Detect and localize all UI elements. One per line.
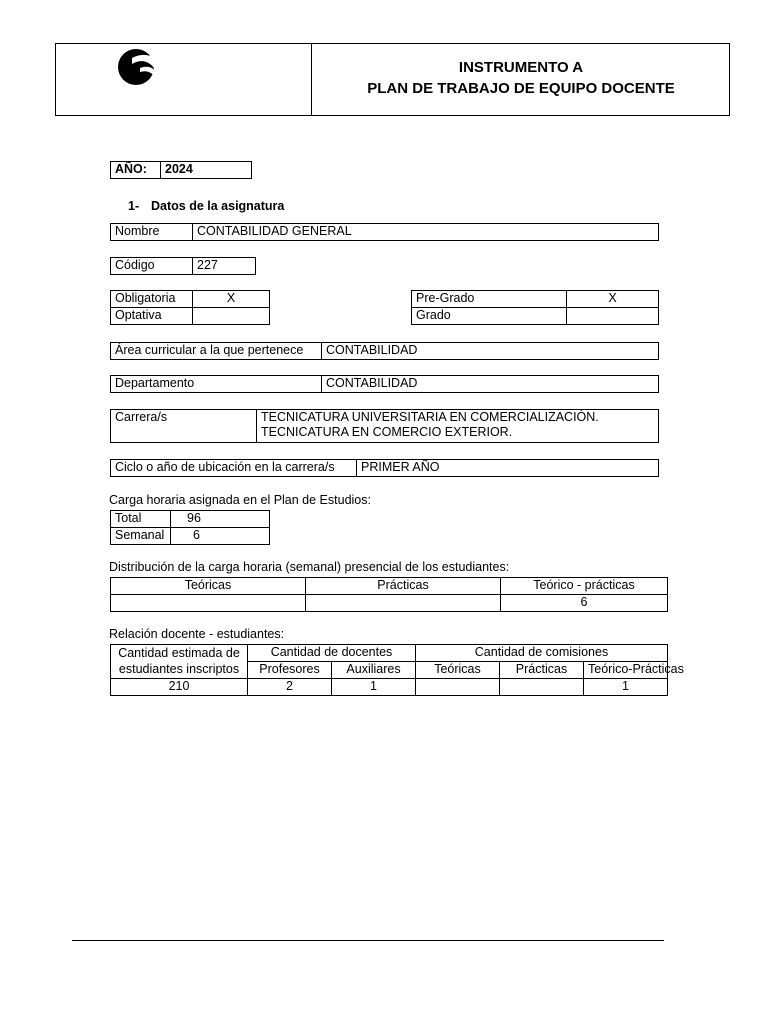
distribucion-caption: Distribución de la carga horaria (semanal) presencial de los estudiantes: (109, 560, 510, 574)
rel-value-profesores: 2 (248, 679, 332, 696)
total-value: 96 (171, 511, 270, 528)
area-table (110, 342, 659, 360)
relacion-caption: Relación docente - estudiantes: (109, 627, 285, 641)
carrera-table (110, 409, 659, 443)
rel-header-estudiantes-line1: Cantidad estimada de (118, 646, 240, 660)
carrera-line2: TECNICATURA EN COMERCIO EXTERIOR. (261, 425, 513, 439)
anio-table (110, 161, 252, 179)
codigo-table (110, 257, 256, 275)
dist-value-practicas (306, 595, 501, 612)
dist-value-teorico-practicas: 6 (501, 595, 668, 612)
rel-header-docentes: Cantidad de docentes (248, 645, 416, 662)
rel-value-teoricas (416, 679, 500, 696)
dist-value-teoricas (111, 595, 306, 612)
section1-number: 1- (128, 199, 140, 213)
area-value: CONTABILIDAD (322, 343, 659, 360)
pregrado-value: X (567, 291, 659, 308)
carga-table (110, 510, 270, 545)
anio-value: 2024 (161, 162, 252, 179)
rel-value-practicas (500, 679, 584, 696)
relacion-table (110, 644, 684, 696)
document-title-line2: PLAN DE TRABAJO DE EQUIPO DOCENTE (367, 80, 675, 97)
rel-sub-profesores: Profesores (248, 662, 332, 679)
semanal-value: 6 (171, 528, 270, 545)
section1-title: Datos de la asignatura (151, 199, 285, 213)
codigo-value: 227 (193, 258, 256, 275)
footer-rule (72, 940, 664, 941)
nombre-table (110, 223, 659, 241)
departamento-table (110, 375, 659, 393)
grado-label: Grado (412, 308, 567, 325)
dist-header-teorico-practicas: Teórico - prácticas (501, 578, 668, 595)
total-label: Total (111, 511, 171, 528)
rel-sub-teorico-practicas: Teórico-Prácticas (584, 662, 668, 679)
nivel-table (411, 290, 659, 325)
anio-label: AÑO: (111, 162, 161, 179)
codigo-label: Código (111, 258, 193, 275)
university-logo (112, 46, 164, 88)
rel-value-auxiliares: 1 (332, 679, 416, 696)
rel-value-estudiantes: 210 (111, 679, 248, 696)
area-label: Área curricular a la que pertenece (111, 343, 322, 360)
rel-sub-practicas: Prácticas (500, 662, 584, 679)
rel-sub-auxiliares: Auxiliares (332, 662, 416, 679)
pregrado-label: Pre-Grado (412, 291, 567, 308)
semanal-label: Semanal (111, 528, 171, 545)
carrera-label: Carrera/s (111, 410, 257, 443)
rel-header-estudiantes (111, 645, 248, 679)
tipo-table (110, 290, 270, 325)
rel-header-estudiantes-line2: estudiantes inscriptos (118, 662, 240, 676)
optativa-value (193, 308, 270, 325)
nombre-label: Nombre (111, 224, 193, 241)
ciclo-table (110, 459, 659, 477)
ciclo-value: PRIMER AÑO (357, 460, 659, 477)
departamento-label: Departamento (111, 376, 322, 393)
nombre-value: CONTABILIDAD GENERAL (193, 224, 659, 241)
rel-value-teorico-practicas: 1 (584, 679, 668, 696)
carga-caption: Carga horaria asignada en el Plan de Estudios: (109, 493, 371, 507)
rel-header-comisiones: Cantidad de comisiones (416, 645, 668, 662)
optativa-label: Optativa (111, 308, 193, 325)
document-title-line1: INSTRUMENTO A (458, 59, 584, 76)
departamento-value: CONTABILIDAD (322, 376, 659, 393)
dist-header-teoricas: Teóricas (111, 578, 306, 595)
carrera-line1: TECNICATURA UNIVERSITARIA EN COMERCIALIZACIÓN. (261, 410, 599, 424)
dist-header-practicas: Prácticas (306, 578, 501, 595)
distribucion-table (110, 577, 668, 612)
ciclo-label: Ciclo o año de ubicación en la carrera/s (111, 460, 357, 477)
grado-value (567, 308, 659, 325)
carrera-value (257, 410, 659, 443)
obligatoria-label: Obligatoria (111, 291, 193, 308)
obligatoria-value: X (193, 291, 270, 308)
rel-sub-teoricas: Teóricas (416, 662, 500, 679)
